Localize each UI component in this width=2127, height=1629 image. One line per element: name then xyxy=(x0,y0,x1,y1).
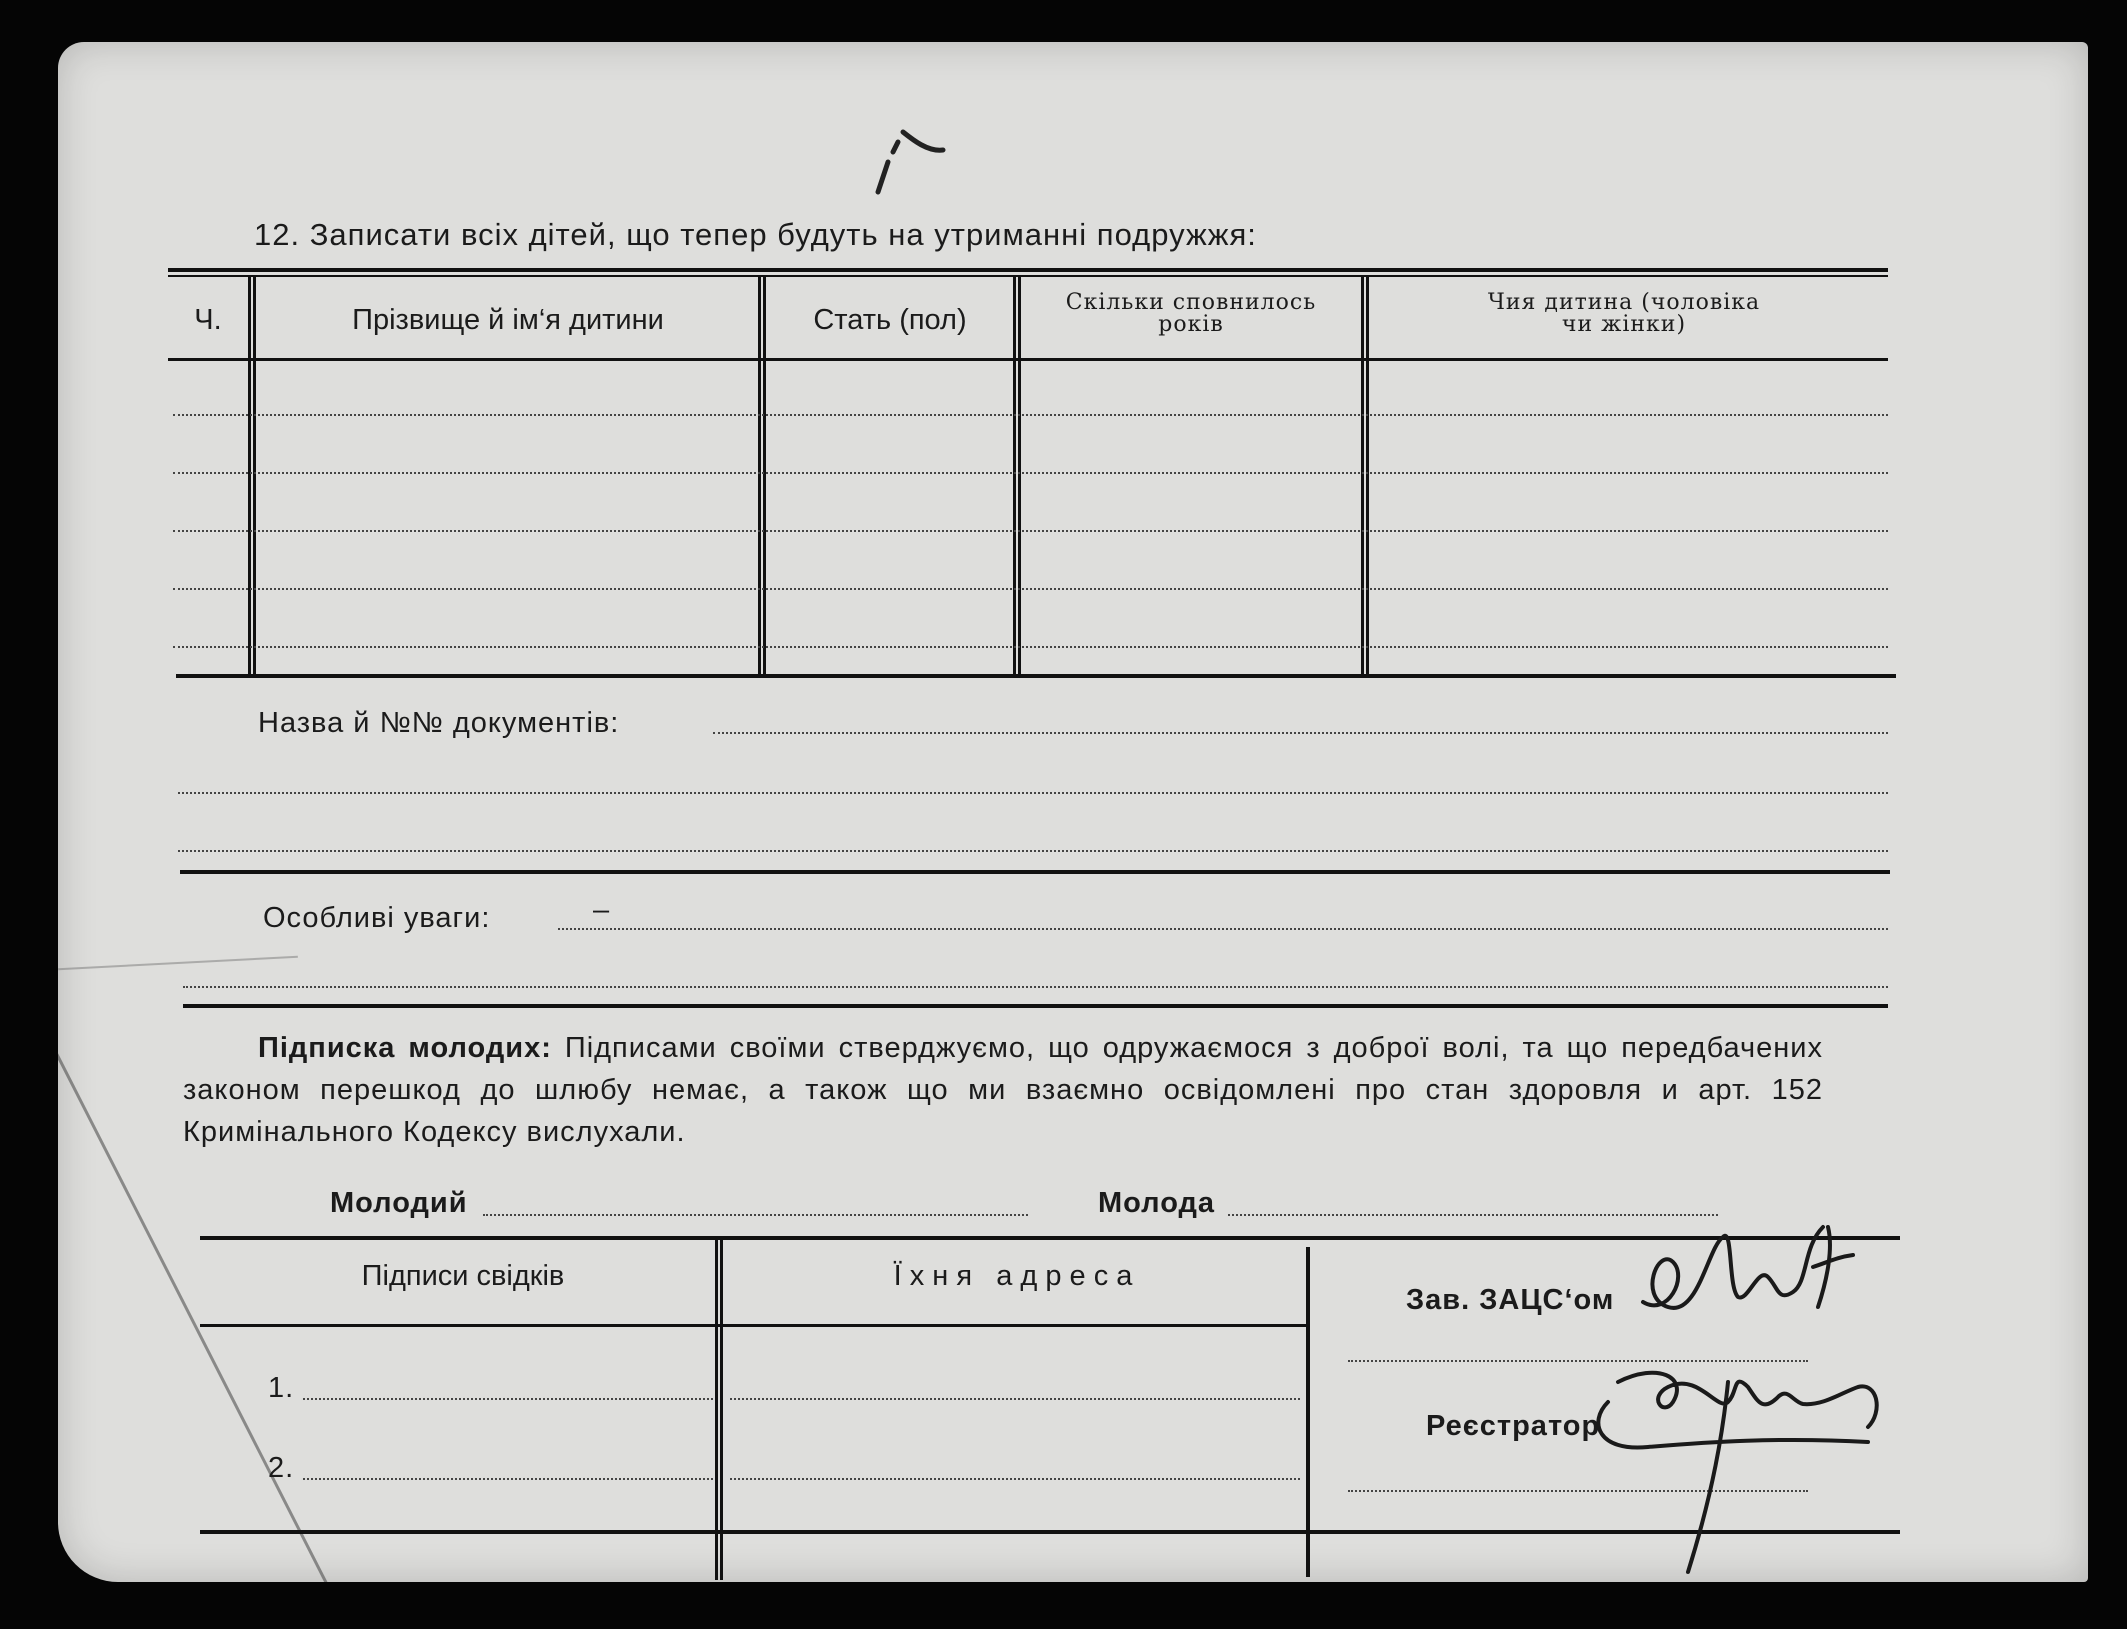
table-top-rule xyxy=(168,268,1888,272)
witness-signatures-header: Підписи свідків xyxy=(361,1260,565,1292)
table-row-line xyxy=(173,588,1888,590)
documents-line xyxy=(178,850,1888,852)
witness-col-divider-2 xyxy=(1306,1247,1310,1577)
documents-line xyxy=(713,732,1888,734)
remarks-line xyxy=(183,986,1888,988)
column-header-age: Скільки сповнилось років xyxy=(1065,290,1317,337)
declaration-heading: Підписка молодих: xyxy=(258,1032,552,1064)
witness-row-line xyxy=(303,1398,713,1400)
head-signature-icon xyxy=(1628,1207,1868,1337)
registrar-label: Реєстратор xyxy=(1426,1410,1601,1442)
declaration-text: Підписами своїми стверджуємо, що одружаємося з доброї волі, та що передбачених законом перешкод до шлюбу немає, а також що ми взаємно освідомлені про стан здоровля и арт. 152 Кримінального Кодексу вислухали. xyxy=(183,1032,1823,1148)
witness-row-line xyxy=(303,1478,713,1480)
witness-row-2-number: 2. xyxy=(268,1452,295,1484)
bride-label: Молода xyxy=(1098,1187,1216,1219)
documents-line xyxy=(178,792,1888,794)
document-page xyxy=(58,42,2088,1582)
witness-address-header: Ї х н я а д р е с а xyxy=(893,1260,1133,1292)
remarks-line xyxy=(558,928,1888,930)
table-row-line xyxy=(173,646,1888,648)
table-col-divider-4 xyxy=(1361,276,1369,676)
registrar-signature-icon xyxy=(1578,1342,1898,1582)
witness-row-line xyxy=(730,1478,1300,1480)
witness-row-1-number: 1. xyxy=(268,1372,295,1404)
column-header-child-name: Прізвище й ім‘я дитини xyxy=(352,304,664,336)
witness-row-line xyxy=(730,1398,1300,1400)
table-header-rule xyxy=(168,358,1888,361)
column-header-sex: Стать (пол) xyxy=(813,304,967,336)
groom-signature-line xyxy=(483,1214,1028,1216)
table-col-divider-1 xyxy=(248,276,256,676)
table-col-divider-2 xyxy=(758,276,766,676)
witness-col-divider-1 xyxy=(715,1240,723,1580)
remarks-value: – xyxy=(593,894,611,926)
table-row-line xyxy=(173,414,1888,416)
column-header-number: Ч. xyxy=(194,304,222,336)
documents-label: Назва й №№ документів: xyxy=(258,707,620,739)
table-top-rule-2 xyxy=(168,275,1888,277)
pencil-mark-icon xyxy=(848,92,958,202)
table-row-line xyxy=(173,472,1888,474)
table-bottom-rule xyxy=(176,674,1896,678)
remarks-bottom-rule xyxy=(183,1004,1888,1008)
table-col-divider-3 xyxy=(1013,276,1021,676)
registry-head-label: Зав. ЗАЦС‘ом xyxy=(1406,1284,1615,1316)
declaration-paragraph xyxy=(183,1027,1823,1153)
section-12-title: 12. Записати всіх дітей, що тепер будуть на утриманні подружжя: xyxy=(254,217,1257,252)
remarks-label: Особливі уваги: xyxy=(263,902,491,934)
documents-bottom-rule xyxy=(180,870,1890,874)
column-header-whose-child: Чия дитина (чоловіка чи жінки) xyxy=(1487,290,1761,337)
table-row-line xyxy=(173,530,1888,532)
witness-header-rule xyxy=(200,1324,1306,1327)
groom-label: Молодий xyxy=(330,1187,468,1219)
